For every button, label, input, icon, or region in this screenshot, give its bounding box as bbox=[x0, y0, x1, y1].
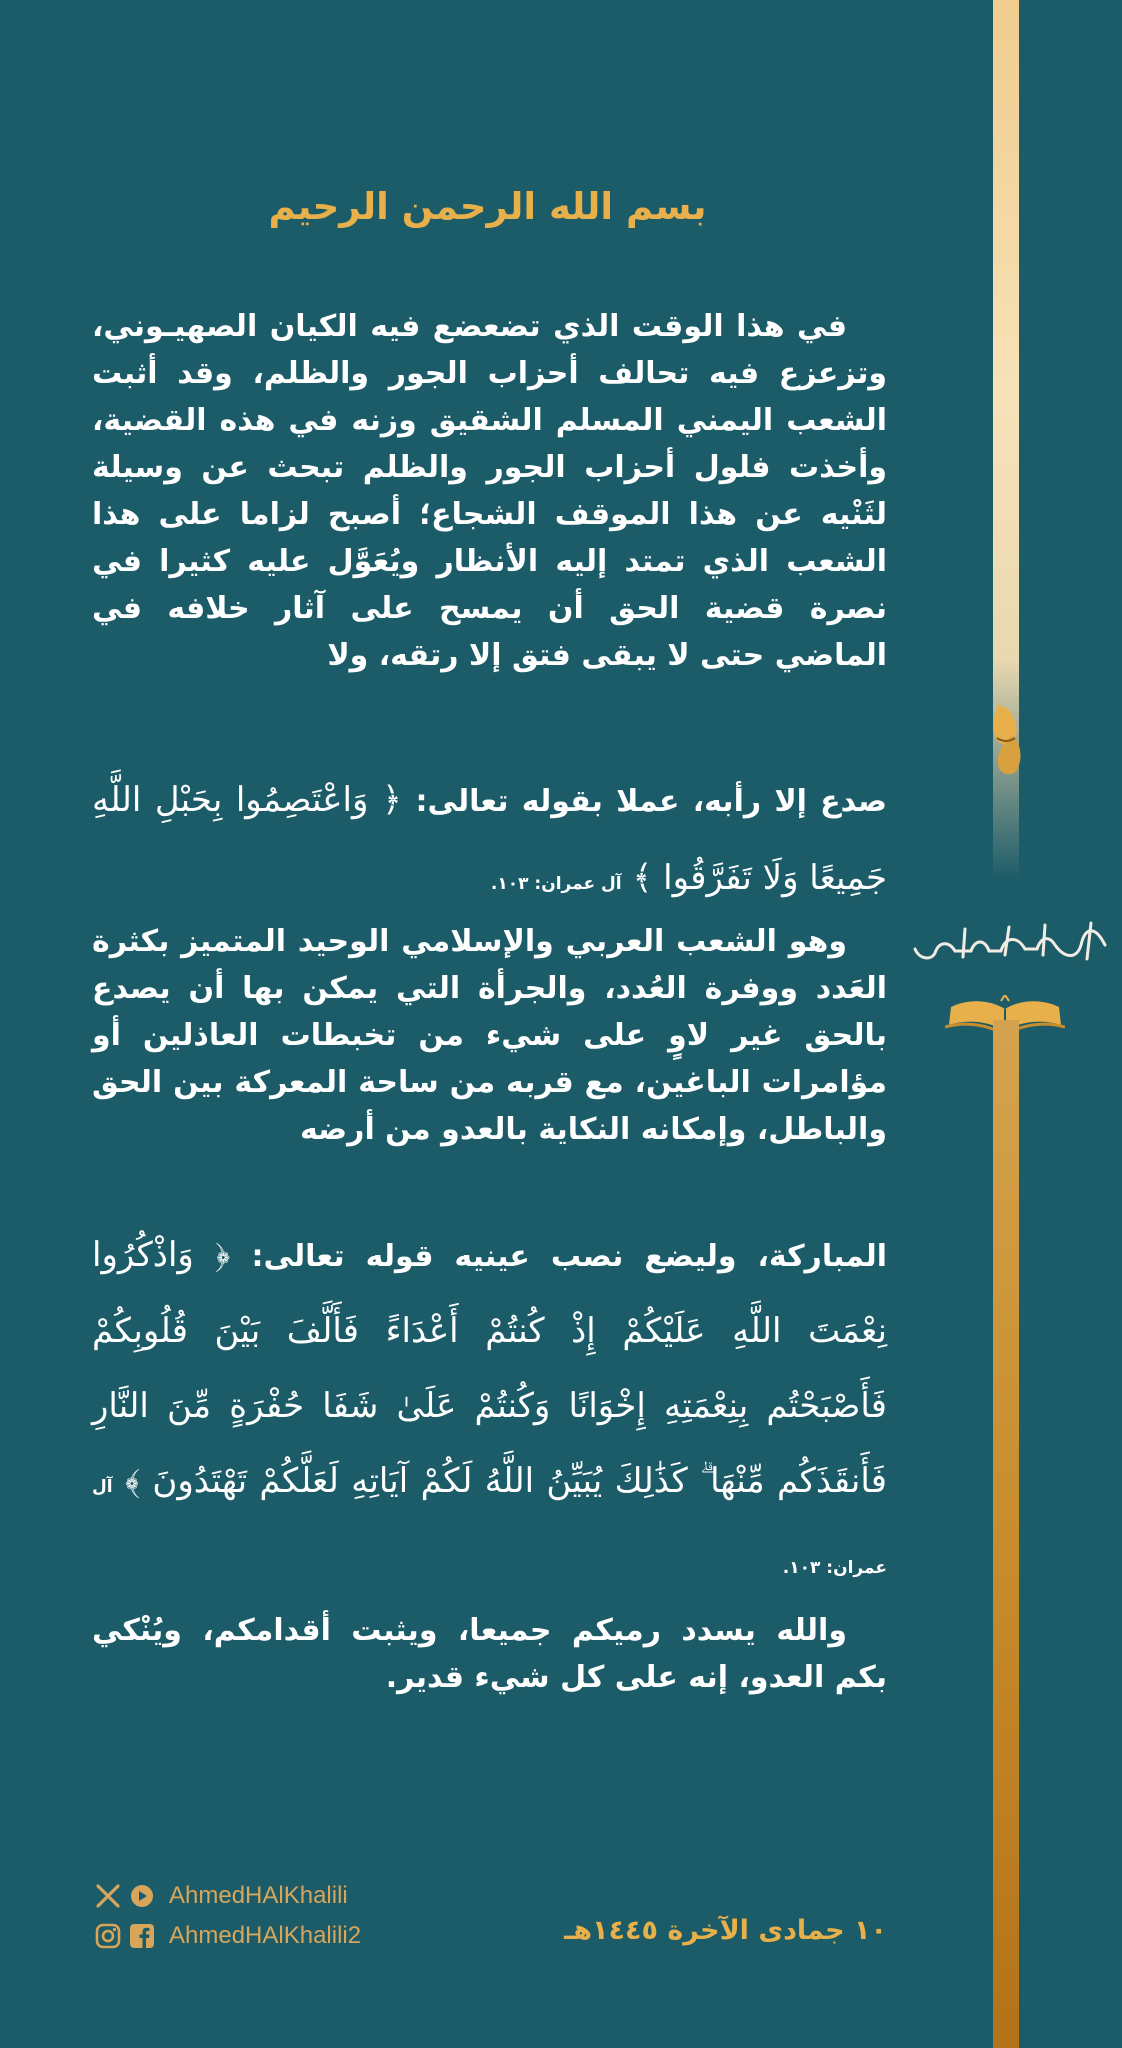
quote-1-lead: صدع إلا رأبه، عملا بقوله تعالى: bbox=[415, 784, 887, 819]
quote-2-lead: المباركة، وليضع نصب عينيه قوله تعالى: bbox=[251, 1239, 888, 1274]
instagram-icon[interactable] bbox=[95, 1923, 121, 1949]
quote-2-verse: ﴿ وَاذْكُرُوا نِعْمَتَ اللَّهِ عَلَيْكُمْ إِذْ كُنتُمْ أَعْدَاءً فَأَلَّفَ بَيْنَ قُلُوبِكُمْ فَأَصْبَحْتُم بِنِعْمَتِهِ إِخْوَانًا وَكُنتُمْ عَلَىٰ شَفَا حُفْرَةٍ مِّنَ النَّارِ فَأَنقَذَكُم مِّنْهَا ۗ كَذَٰلِكَ يُبَيِّنُ اللَّهُ لَكُمْ آيَاتِهِ لَعَلَّكُمْ تَهْتَدُونَ ﴾ bbox=[92, 1235, 887, 1501]
quran-quote-2 bbox=[92, 1218, 887, 1606]
decorative-bar-bottom bbox=[993, 1020, 1019, 2048]
paragraph-1 bbox=[92, 303, 887, 679]
social-row-1 bbox=[95, 1880, 348, 1912]
paragraph-3 bbox=[92, 1607, 887, 1701]
quote-1-reference: آل عمران: ١٠٣. bbox=[490, 874, 622, 894]
paragraph-2-text: وهو الشعب العربي والإسلامي الوحيد المتميز بكثرة العَدد ووفرة العُدد، والجرأة التي يمكن بها أن يصدع بالحق غير لاوٍ على شيء من تخبطات العاذلين أو مؤامرات الباغين، مع قربه من ساحة المعركة بين الحق والباطل، وإمكانه النكاية بالعدو من أرضه bbox=[92, 924, 887, 1147]
social-handle-1[interactable]: AhmedHAlKhalili bbox=[169, 1882, 348, 1909]
clasped-hands-icon bbox=[985, 700, 1027, 780]
paragraph-1-text: في هذا الوقت الذي تضعضع فيه الكيان الصهيـوني، وتزعزع فيه تحالف أحزاب الجور والظلم، وقد أثبت الشعب اليمني المسلم الشقيق وزنه في هذه القضية، وأخذت فلول أحزاب الجور والظلم تبحث عن وسيلة لثَنْيه عن هذا الموقف الشجاع؛ أصبح لزاما على هذا الشعب الذي تمتد إليه الأنظار ويُعَوَّل عليه كثيرا في نصرة قضية الحق أن يمسح على آثار خلافه في الماضي حتى لا يبقى فتق إلا رتقه، ولا bbox=[92, 309, 887, 673]
hijri-date: ١٠ جمادى الآخرة ١٤٤٥هـ bbox=[564, 1915, 887, 1946]
facebook-icon[interactable] bbox=[129, 1923, 155, 1949]
paragraph-3-text: والله يسدد رميكم جميعا، ويثبت أقدامكم، ويُنْكي بكم العدو، إنه على كل شيء قدير. bbox=[92, 1613, 887, 1695]
quote-2-reference: آل عمران: ١٠٣. bbox=[92, 1477, 887, 1578]
quote-1-verse: ﴿ وَاعْتَصِمُوا بِحَبْلِ اللَّهِ جَمِيعًا وَلَا تَفَرَّقُوا ﴾ bbox=[92, 780, 887, 898]
x-icon[interactable] bbox=[95, 1883, 121, 1909]
social-row-2 bbox=[95, 1920, 361, 1952]
basmala-heading: بسم الله الرحمن الرحيم bbox=[268, 185, 707, 228]
youtube-icon[interactable] bbox=[129, 1883, 155, 1909]
signature-calligraphy bbox=[905, 915, 1115, 970]
social-handle-2[interactable]: AhmedHAlKhalili2 bbox=[169, 1922, 362, 1949]
paragraph-2 bbox=[92, 918, 887, 1153]
quran-quote-1 bbox=[92, 762, 887, 922]
